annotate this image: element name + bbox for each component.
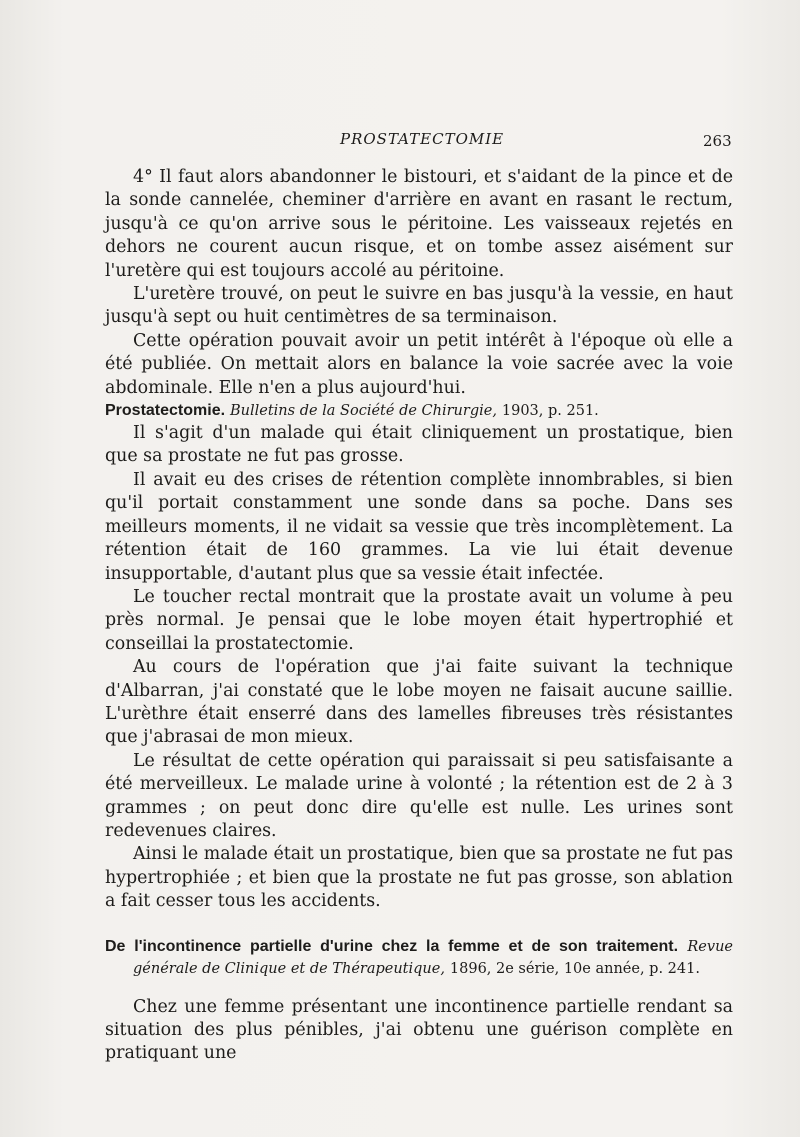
running-title: PROSTATECTOMIE (340, 130, 505, 148)
paragraph: Chez une femme présentant une incontinence partielle rendant sa situation des plus pénibles, j'ai obtenu une guérison complète en pratiquant une (105, 996, 733, 1064)
entry-title: De l'incontinence partielle d'urine chez la femme et de son traitement. (105, 937, 679, 955)
paragraph: Le toucher rectal montrait que la prostate avait un volume à peu près normal. Je pensai que le lobe moyen était hypertrophié et conseillai la prostatectomie. (105, 586, 733, 654)
entry-heading-incontinence (105, 936, 733, 980)
entry-reference-details: 1896, 2e série, 10e année, p. 241. (449, 960, 700, 977)
paragraph: L'uretère trouvé, on peut le suivre en bas jusqu'à la vessie, en haut jusqu'à sept ou huit centimètres de sa terminaison. (105, 284, 733, 328)
paragraph: Ainsi le malade était un prostatique, bien que sa prostate ne fut pas hypertrophiée ; et bien que la prostate ne fut pas grosse, son ablation a fait cesser tous les accidents. (105, 844, 733, 912)
paragraph: 4° Il faut alors abandonner le bistouri, et s'aidant de la pince et de la sonde cannelée, cheminer d'arrière en avant en rasant le rectum, jusqu'à ce qu'on arrive sous le péritoine. Les vaisseaux rejetés en dehors ne courent aucun risque, et on tombe assez aisément sur l'uretère qui est toujours accolé au péritoine. (105, 167, 733, 281)
entry-reference-details: 1903, p. 251. (501, 403, 599, 420)
paragraph: Le résultat de cette opération qui paraissait si peu satisfaisante a été merveilleux. Le malade urine à volonté ; la rétention est de 2 à 3 grammes ; on peut donc dire qu'elle est nulle. Les urines sont redevenues claires. (105, 750, 733, 841)
page-header (0, 126, 800, 154)
paragraph: Il avait eu des crises de rétention complète innombrables, si bien qu'il portait constamment une sonde dans sa poche. Dans ses meilleurs moments, il ne vidait sa vessie que très incomplètement. La rétention était de 160 grammes. La vie lui était devenue insupportable, d'autant plus que sa vessie était infectée. (105, 469, 733, 584)
paragraph: Au cours de l'opération que j'ai faite suivant la technique d'Albarran, j'ai constaté que le lobe moyen ne faisait aucune saillie. L'urèthre était enserré dans des lamelles fibreuses très résistantes que j'abrasai de mon mieux. (105, 657, 733, 748)
page-number: 263 (703, 132, 732, 150)
paragraph: Il s'agit d'un malade qui était cliniquement un prostatique, bien que sa prostate ne fut pas grosse. (105, 423, 733, 467)
entry-title: Prostatectomie. (105, 402, 226, 420)
body-text (105, 166, 733, 1066)
paragraph: Cette opération pouvait avoir un petit intérêt à l'époque où elle a été publiée. On mettait alors en balance la voie sacrée avec la voie abdominale. Elle n'en a plus aujourd'hui. (105, 330, 733, 398)
entry-reference: Bulletins de la Société de Chirurgie, (229, 403, 497, 420)
entry-reference: Revue générale de Clinique et de Thérapeutique, (133, 938, 733, 977)
entry-heading-prostatectomie (105, 400, 733, 422)
